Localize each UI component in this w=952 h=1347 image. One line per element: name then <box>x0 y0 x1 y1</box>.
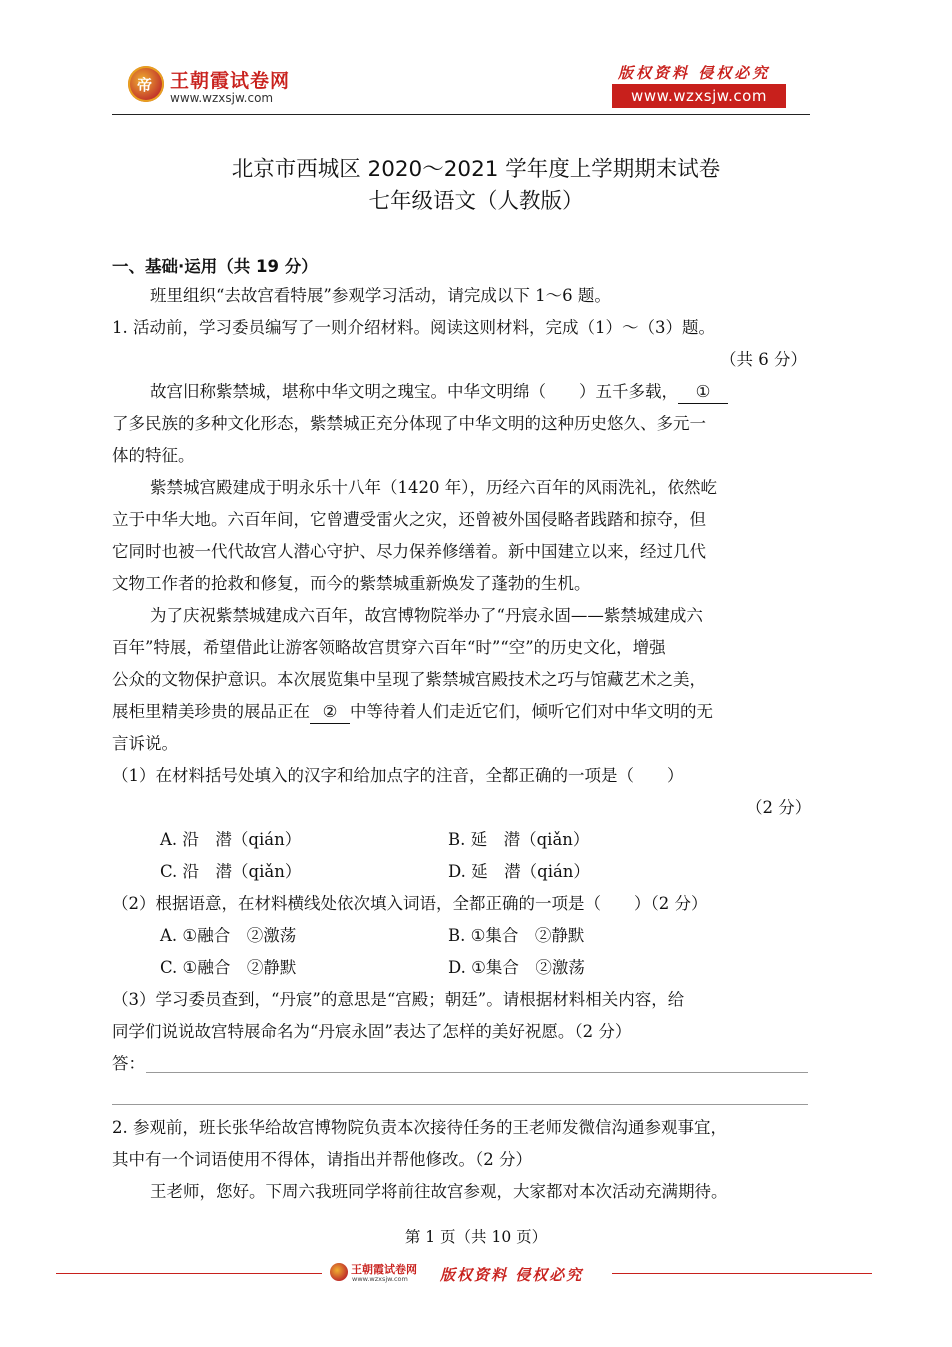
q1-passage-line: 公众的文物保护意识。本次展览集中呈现了紫禁城宫殿技术之巧与馆藏艺术之美， <box>112 670 706 689</box>
q2-line: 2. 参观前，班长张华给故宫博物院负责本次接待任务的王老师发微信沟通参观事宜， <box>112 1118 727 1137</box>
footer-copyright: 版权资料 侵权必究 <box>440 1266 584 1284</box>
footer-brand: 王朝霞试卷网 <box>351 1263 417 1276</box>
q1-passage-line: 文物工作者的抢救和修复，而今的紫禁城重新焕发了蓬勃的生机。 <box>112 574 591 593</box>
footer-url: www.wzxsjw.com <box>352 1275 408 1283</box>
footer-divider-left <box>56 1273 322 1274</box>
option-b: B. ①集合 ②静默 <box>448 926 585 945</box>
q1-passage-line: 紫禁城宫殿建成于明永乐十八年（1420 年），历经六百年的风雨洗礼，依然屹 <box>150 478 717 497</box>
q1-passage-line: 言诉说。 <box>112 734 178 753</box>
option-d: D. 延 潜（qián） <box>448 862 590 881</box>
q1-passage-line: 了多民族的多种文化形态，紫禁城正充分体现了中华文明的这种历史悠久、多元一 <box>112 414 706 433</box>
q1-passage-line: 立于中华大地。六百年间，它曾遭受雷火之灾，还曾被外国侵略者践踏和掠夺，但 <box>112 510 706 529</box>
q2-line: 王老师，您好。下周六我班同学将前往故宫参观，大家都对本次活动充满期待。 <box>150 1182 728 1201</box>
q1-p3-text-b: 中等待着人们走近它们，倾听它们对中华文明的无 <box>350 702 713 721</box>
q1-sub2-stem: （2）根据语意，在材料横线处依次填入词语，全都正确的一项是（ ）（2 分） <box>112 894 708 913</box>
section-heading: 一、基础·运用（共 19 分） <box>112 257 318 276</box>
blank-2: ② <box>310 701 350 724</box>
url-banner: www.wzxsjw.com <box>612 84 786 108</box>
answer-line[interactable] <box>146 1072 808 1073</box>
q1-sub1-score: （2 分） <box>746 798 812 817</box>
brand-logo-icon <box>128 66 164 102</box>
q1-passage-line <box>112 701 713 724</box>
option-a: A. 沿 潜（qián） <box>160 830 302 849</box>
section-intro: 班里组织“去故宫看特展”参观学习活动，请完成以下 1～6 题。 <box>150 286 611 305</box>
q1-sub3-line: 同学们说说故宫特展命名为“丹宸永固”表达了怎样的美好祝愿。（2 分） <box>112 1022 632 1041</box>
exam-subtitle: 七年级语文（人教版） <box>368 189 584 214</box>
answer-line[interactable] <box>112 1104 808 1105</box>
option-c: C. 沿 潜（qiǎn） <box>160 862 302 881</box>
option-d: D. ①集合 ②激荡 <box>448 958 585 977</box>
answer-label: 答： <box>112 1054 145 1073</box>
q1-passage-line <box>150 381 728 404</box>
header-divider <box>112 114 810 115</box>
option-c: C. ①融合 ②静默 <box>160 958 297 977</box>
footer-divider-right <box>612 1273 872 1274</box>
q2-line: 其中有一个词语使用不得体，请指出并帮他修改。（2 分） <box>112 1150 532 1169</box>
brand-name: 王朝霞试卷网 <box>170 70 291 92</box>
q1-passage-line: 它同时也被一代代故宫人潜心守护、尽力保养修缮着。新中国建立以来，经过几代 <box>112 542 706 561</box>
q1-passage-line: 百年”特展，希望借此让游客领略故宫贯穿六百年“时”“空”的历史文化，增强 <box>112 638 666 657</box>
q1-p1-text: 故宫旧称紫禁城，堪称中华文明之瑰宝。中华文明绵（ ）五千多载， <box>150 382 678 401</box>
brand-url: www.wzxsjw.com <box>170 91 274 105</box>
option-a: A. ①融合 ②激荡 <box>160 926 297 945</box>
copyright-notice: 版权资料 侵权必究 <box>618 64 771 82</box>
q1-sub1-stem: （1）在材料括号处填入的汉字和给加点字的注音，全都正确的一项是（ ） <box>112 766 684 785</box>
q1-stem: 1. 活动前，学习委员编写了一则介绍材料。阅读这则材料，完成（1）～（3）题。 <box>112 318 715 337</box>
q1-p3-text-a: 展柜里精美珍贵的展品正在 <box>112 702 310 721</box>
footer-logo-icon <box>330 1263 348 1281</box>
q1-passage-line: 为了庆祝紫禁城建成六百年，故宫博物院举办了“丹宸永固——紫禁城建成六 <box>150 606 703 625</box>
q1-score: （共 6 分） <box>720 350 807 369</box>
blank-1: ① <box>678 381 728 404</box>
exam-title: 北京市西城区 2020～2021 学年度上学期期末试卷 <box>231 157 721 182</box>
page-number: 第 1 页（共 10 页） <box>404 1228 548 1246</box>
option-b: B. 延 潜（qiǎn） <box>448 830 590 849</box>
q1-passage-line: 体的特征。 <box>112 446 195 465</box>
q1-sub3-line: （3）学习委员查到，“丹宸”的意思是“宫殿；朝廷”。请根据材料相关内容，给 <box>112 990 685 1009</box>
